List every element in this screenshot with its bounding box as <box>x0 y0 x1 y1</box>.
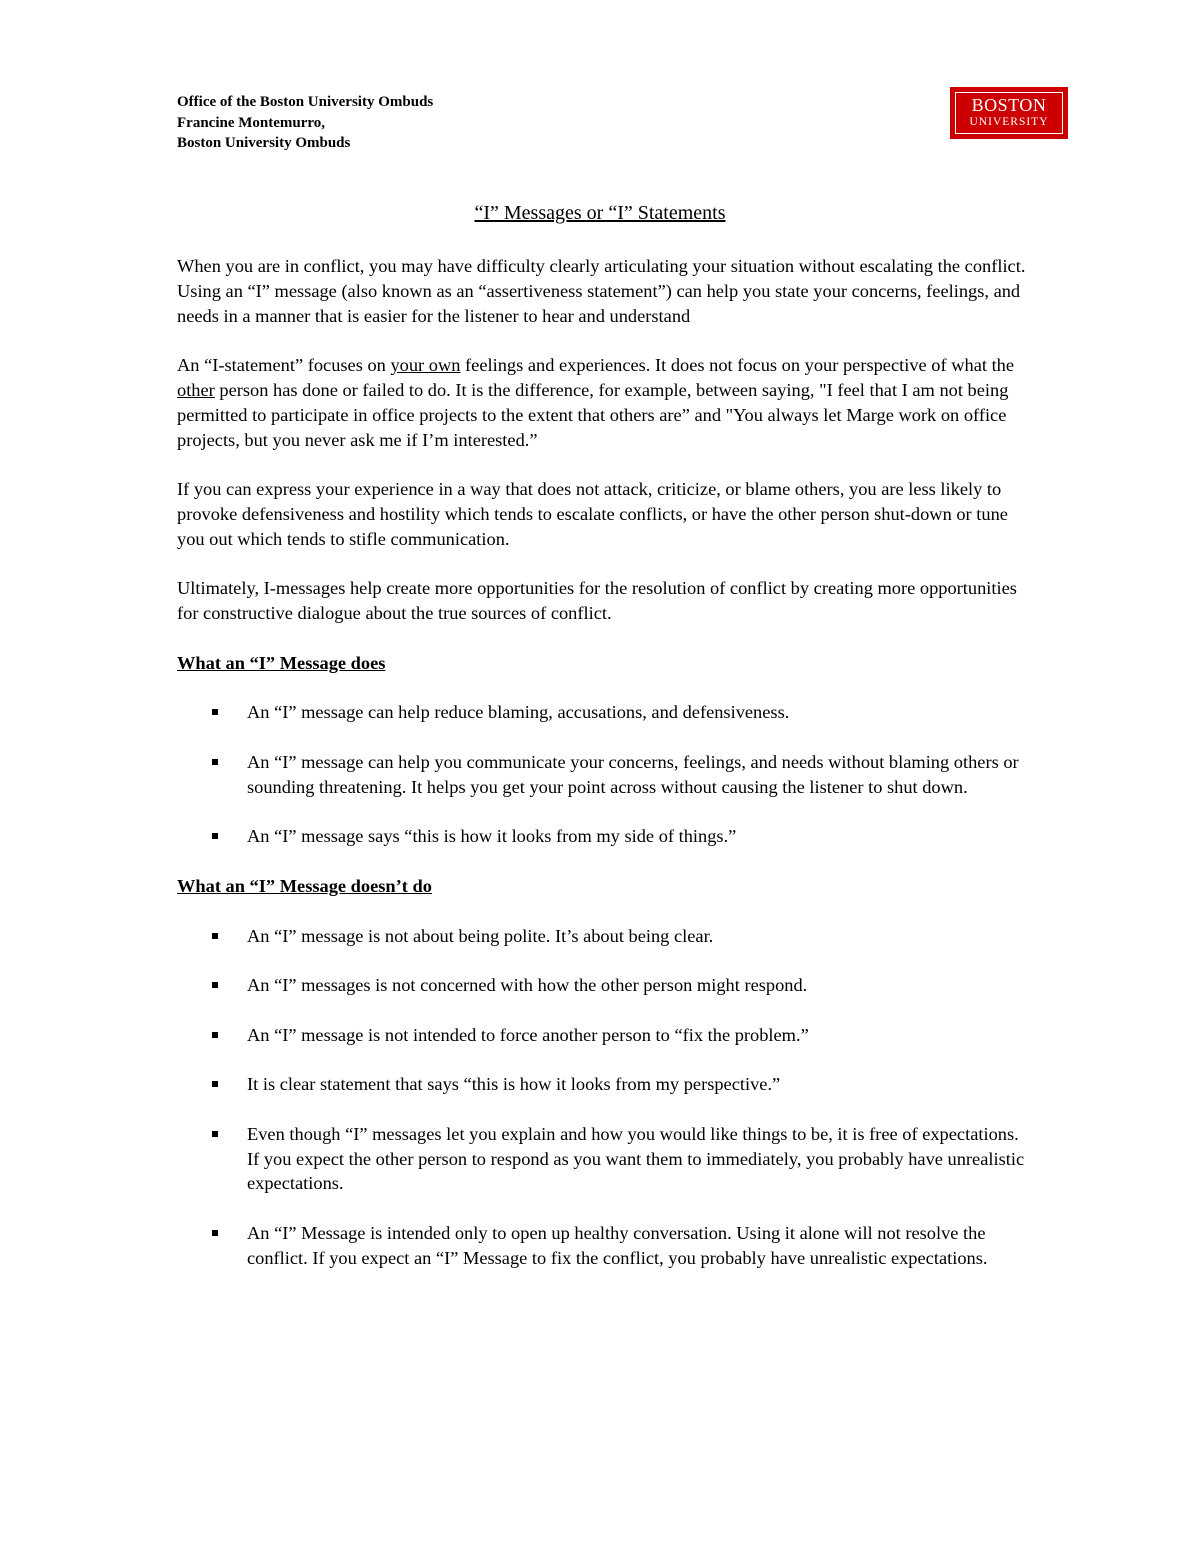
section-heading-doesnt: What an “I” Message doesn’t do <box>177 875 432 896</box>
square-bullet-icon <box>212 709 218 715</box>
square-bullet-icon <box>212 1230 218 1236</box>
document-title-text: “I” Messages or “I” Statements <box>474 202 726 224</box>
office-header <box>177 92 433 154</box>
intro-paragraph-1: When you are in conflict, you may have difficulty clearly articulating your situation without escalating the conflict. Using an “I” message (also known as an “assertiveness statement”) can help you state your concerns, feelings, and needs in a manner that is easier for the listener to hear and understand <box>177 256 1026 326</box>
document-body <box>177 254 1027 1295</box>
square-bullet-icon <box>212 833 218 839</box>
intro-paragraph-4: Ultimately, I-messages help create more opportunities for the resolution of conflict by creating more opportunities for constructive dialogue about the true sources of conflict. <box>177 578 1017 624</box>
list-item-text: An “I” messages is not concerned with how the other person might respond. <box>247 975 808 996</box>
square-bullet-icon <box>212 1081 218 1087</box>
list-item <box>177 1023 1027 1048</box>
ombuds-title: Boston University Ombuds <box>177 135 351 151</box>
list-item <box>177 1122 1027 1196</box>
p2-text-a: An “I-statement” focuses on <box>177 355 391 376</box>
square-bullet-icon <box>212 1032 218 1038</box>
logo-top-text: BOSTON <box>971 95 1047 115</box>
logo-bottom-text: UNIVERSITY <box>969 116 1049 128</box>
intro-paragraph-2 <box>177 353 1027 452</box>
list-item-text: An “I” message says “this is how it looks from my side of things.” <box>247 826 737 847</box>
list-item <box>177 750 1027 800</box>
list-item <box>177 973 1027 998</box>
list-item <box>177 700 1027 725</box>
ombuds-name: Francine Montemurro, <box>177 114 326 131</box>
square-bullet-icon <box>212 933 218 939</box>
list-item <box>177 824 1027 849</box>
boston-university-logo <box>950 87 1068 139</box>
list-item-text: An “I” message can help you communicate your concerns, feelings, and needs without blaming others or sounding threatening. It helps you get your point across without causing the listener to shut down. <box>247 751 1019 797</box>
p2-underline-your-own: your own <box>390 355 461 376</box>
list-item-text: An “I” message can help reduce blaming, accusations, and defensiveness. <box>247 702 790 723</box>
document-title <box>0 200 1200 226</box>
office-name: Office of the Boston University Ombuds <box>177 94 434 110</box>
intro-paragraph-3: If you can express your experience in a way that does not attack, criticize, or blame others, you are less likely to provoke defensiveness and hostility which tends to escalate conflicts, or have the other person shut-down or tune you out which tends to stifle communication. <box>177 479 1008 549</box>
doesnt-list <box>177 924 1027 1271</box>
p2-underline-other: other <box>177 379 215 400</box>
square-bullet-icon <box>212 982 218 988</box>
does-list <box>177 700 1027 849</box>
list-item <box>177 924 1027 949</box>
list-item <box>177 1072 1027 1097</box>
list-item-text: An “I” Message is intended only to open up healthy conversation. Using it alone will not resolve the conflict. If you expect an “I” Message to fix the conflict, you probably have unrealistic expectations. <box>247 1223 988 1268</box>
section-heading-does: What an “I” Message does <box>177 652 386 673</box>
logo-frame <box>955 92 1063 134</box>
p2-text-b: feelings and experiences. It does not focus on your perspective of what the <box>460 355 1015 376</box>
p2-text-c: person has done or failed to do. It is the difference, for example, between saying, "I feel that I am not being permitted to participate in office projects to the extent that others are” and "You always let Marge work on office projects, but you never ask me if I’m interested.” <box>177 379 1009 450</box>
list-item <box>177 1221 1027 1271</box>
list-item-text: An “I” message is not intended to force another person to “fix the problem.” <box>247 1024 809 1045</box>
list-item-text: Even though “I” messages let you explain and how you would like things to be, it is free of expectations. If you expect the other person to respond as you want them to immediately, you probably have unrealistic expectations. <box>247 1123 1025 1194</box>
list-item-text: An “I” message is not about being polite. It’s about being clear. <box>247 925 714 946</box>
list-item-text: It is clear statement that says “this is how it looks from my perspective.” <box>247 1074 781 1095</box>
square-bullet-icon <box>212 1131 218 1137</box>
square-bullet-icon <box>212 759 218 765</box>
